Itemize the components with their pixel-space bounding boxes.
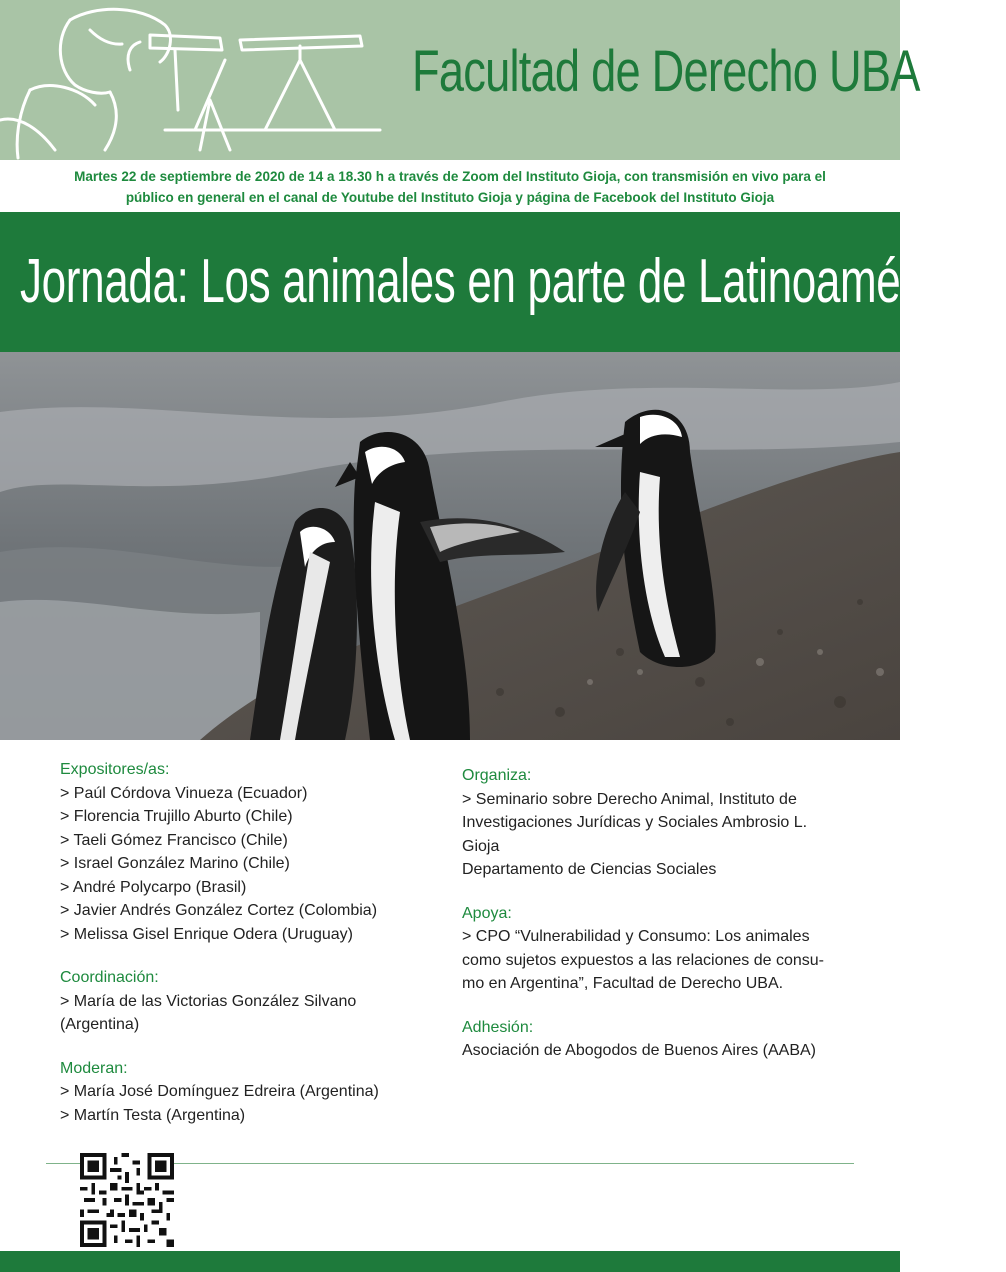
event-info	[20, 166, 880, 208]
speaker-item: > Israel González Marino (Chile)	[60, 855, 290, 872]
header	[0, 0, 920, 160]
speaker-item: > André Polycarpo (Brasil)	[60, 878, 247, 896]
justice-figure-illustration-icon	[0, 0, 400, 160]
organiza-line: > Seminario sobre Derecho Animal, Instituto de	[462, 790, 797, 808]
moderator-item: > María José Domínguez Edreira (Argentina)	[60, 1083, 379, 1100]
qr-code-icon[interactable]	[80, 1153, 174, 1247]
speakers-heading: Expositores/as:	[60, 761, 170, 778]
bottom-bar	[0, 1251, 900, 1272]
organiza-line: Investigaciones Jurídicas y Sociales Ambrosio L.	[462, 814, 808, 831]
moderators-heading: Moderan:	[60, 1059, 128, 1077]
speaker-item: > Melissa Gisel Enrique Odera (Uruguay)	[60, 925, 354, 943]
event-info-line-2: público en general en el canal de Youtube del Instituto Gioja y página de Facebook del Instituto Gioja	[125, 190, 775, 205]
coordination-item: > María de las Victorias González Silvano	[60, 992, 357, 1010]
adhesion-line: Asociación de Abogodos de Buenos Aires (AABA)	[462, 1042, 816, 1059]
event-title: Jornada: Los animales en parte de Latinoamérica II	[20, 247, 1006, 316]
speaker-item: > Taeli Gómez Francisco (Chile)	[60, 831, 288, 849]
title-banner	[0, 212, 1006, 352]
coordination-heading: Coordinación:	[60, 969, 159, 986]
apoya-line: como sujetos expuestos a las relaciones de consu-	[462, 951, 824, 969]
speaker-item: > Paúl Córdova Vinueza (Ecuador)	[60, 784, 308, 802]
apoya-line: mo en Argentina”, Facultad de Derecho UBA.	[462, 975, 784, 992]
apoya-line: > CPO “Vulnerabilidad y Consumo: Los animales	[462, 928, 810, 945]
faculty-title: Facultad de Derecho UBA	[412, 39, 920, 104]
adhesion-heading: Adhesión:	[462, 1018, 534, 1036]
speaker-item: > Florencia Trujillo Aburto (Chile)	[60, 808, 293, 825]
organiza-line: Gioja	[462, 837, 500, 855]
right-column	[462, 764, 862, 1063]
organiza-line: Departamento de Ciencias Sociales	[462, 861, 717, 878]
speaker-item: > Javier Andrés González Cortez (Colombia)	[60, 902, 378, 919]
penguins-photo	[0, 352, 900, 740]
moderator-item: > Martín Testa (Argentina)	[60, 1106, 246, 1124]
left-column	[60, 758, 440, 1127]
apoya-heading: Apoya:	[462, 904, 512, 922]
coordination-item: (Argentina)	[60, 1016, 140, 1033]
event-info-line-1: Martes 22 de septiembre de 2020 de 14 a 18.30 h a través de Zoom del Instituto Gioja, con transmisión en vivo para el	[74, 169, 826, 184]
organiza-heading: Organiza:	[462, 767, 532, 784]
